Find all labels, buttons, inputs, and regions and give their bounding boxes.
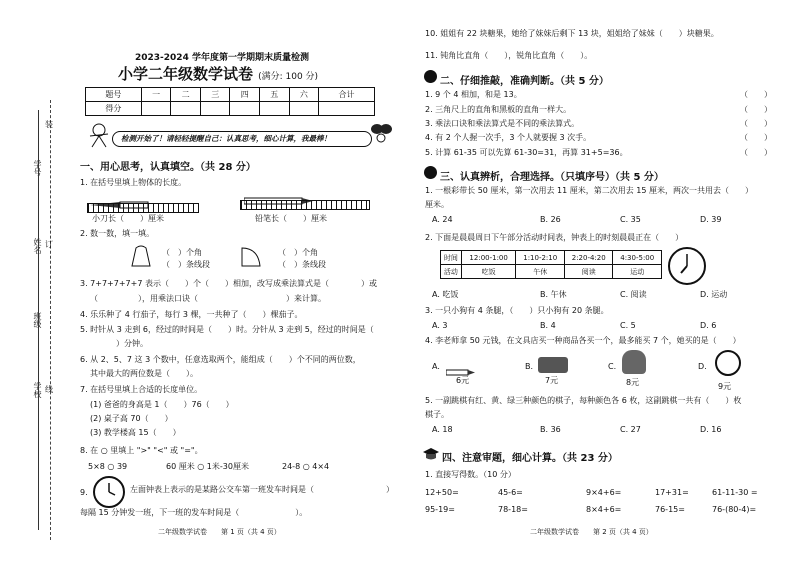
section-4-title: 四、注意审题，细心计算。（共 23 分） [442,453,618,464]
q1-3-line2: （ ），用乘法口诀（ ）来计算。 [90,294,326,303]
q3-1-opt-b[interactable]: B. 26 [540,215,561,224]
q2-b-lines: （ ）条线段 [278,260,326,269]
q3-2-opt-d[interactable]: D. 运动 [700,290,728,299]
calc-1-3[interactable]: 9×4+6= [586,488,622,497]
calc-1-2[interactable]: 45-6= [498,488,523,497]
q3-4-price-b: 7元 [545,376,559,385]
exam-subtitle: 2023-2024 学年度第一学期期末质量检测 [135,53,309,63]
q1-3-line1: 3. 7+7+7+7+7 表示（ ）个（ ）相加，改写成乘法算式是（ ）或 [80,279,377,288]
q1-2: 2. 数一数，填一填。 [80,229,155,238]
q3-4-price-d: 9元 [718,382,732,391]
schedule-cell: 12:00-1:00 [461,251,516,265]
score-table [85,87,375,116]
q1-7: 7. 在括号里填上合适的长度单位。 [80,385,203,394]
score-col: 四 [230,88,260,102]
q3-3: 3. 一只小狗有 4 条腿，（ ）只小狗有 20 条腿。 [425,306,609,315]
q3-2-opt-c[interactable]: C. 阅读 [620,290,647,299]
schedule-activity-row [441,265,662,279]
q3-5-line2: 棋子。 [425,410,449,419]
shape-fan-icon [240,244,262,268]
q1-5-line2: ）分钟。 [116,339,148,348]
score-col: 一 [141,88,171,102]
q1-5-line1: 5. 时针从 3 走到 6，经过的时间是（ ）时。分针从 3 走到 5，经过的时间是（ [80,325,374,334]
q1-1: 1. 在括号里填上物体的长度。 [80,178,187,187]
q3-5-opt-b[interactable]: B. 36 [540,425,561,434]
judge-item-5: 5. 计算 61-35 可以先算 61-30=31，再算 31+5=36。 [425,148,628,157]
q3-2: 2. 下面是晨晨周日下午部分活动时间表，钟表上的时刻晨晨正在（ ） [425,233,684,242]
q3-4-opt-c[interactable]: C. [608,362,617,371]
q3-1-opt-c[interactable]: C. 35 [620,215,641,224]
score-col: 六 [289,88,319,102]
cartoon-bow-right-icon [370,120,392,144]
q3-3-opt-c[interactable]: C. 5 [620,321,636,330]
section-2-title: 二、仔细推敲，准确判断。（共 5 分） [440,76,609,87]
ruler-pencil [240,200,370,210]
full-score: (满分: 100 分) [258,72,319,82]
shape-trapezoid-icon [128,244,154,268]
q1-10: 10. 姐姐有 22 块糖果，她给了妹妹后剩下 13 块，姐姐给了妹妹（ ）块糖果。 [425,29,719,38]
margin-seal-1: 装 [45,120,53,129]
cartoon-kid-left-icon [88,122,110,148]
calc-2-3[interactable]: 8×4+6= [586,505,622,514]
q4-1: 1. 直接写得数。（10 分） [425,470,516,479]
score-col: 题号 [86,88,142,102]
encouragement-banner [112,131,372,147]
score-cell[interactable] [260,102,290,116]
banner-text: 检测开始了！请轻轻提醒自己：认真思考，细心计算，我最棒！ [121,134,331,143]
alarm-clock-icon [715,350,741,376]
margin-seal-3: 线 [45,385,53,394]
q3-4-price-a: 6元 [456,376,470,385]
q3-3-opt-d[interactable]: D. 6 [700,321,717,330]
exam-title [118,63,318,84]
q1-9-line1: 左面钟表上表示的是某路公交车第一班发车时间是（ ） [130,485,394,494]
judge-item-1: 1. 9 个 4 相加，和是 13。 [425,90,522,99]
q3-5-opt-a[interactable]: A. 18 [432,425,453,434]
schedule-cell: 4:30-5:00 [613,251,662,265]
judge-paren-1[interactable]: （ ） [740,90,772,99]
score-table-header-row [86,88,375,102]
judge-paren-2[interactable]: （ ） [740,105,772,114]
q1-pencil-answer: 铅笔长（ ）厘米 [255,214,327,223]
section-1-title: 一、用心思考，认真填空。（共 28 分） [80,162,256,173]
schedule-header-row [441,251,662,265]
calc-1-1[interactable]: 12+50= [425,488,459,497]
q2-b-angles: （ ）个角 [278,248,318,257]
clock-q2-icon [668,247,706,285]
q1-4: 4. 乐乐种了 4 行茄子，每行 3 棵，一共种了（ ）棵茄子。 [80,310,303,319]
calc-1-4[interactable]: 17+31= [655,488,689,497]
q1-8-c: 24-8 ○ 4×4 [282,462,330,471]
pencil-item-icon [446,362,476,370]
judge-paren-3[interactable]: （ ） [740,119,772,128]
q1-7-2: (2) 桌子高 70（ ） [90,414,173,423]
q1-6-line1: 6. 从 2、5、7 这 3 个数中，任意选取两个，能组成（ ）个不同的两位数， [80,355,361,364]
score-col: 五 [260,88,290,102]
q3-4-opt-b[interactable]: B. [525,362,534,371]
clock-q9-icon [93,476,125,508]
binding-line [50,100,51,540]
page-2-footer: 二年级数学试卷 第 2 页（共 4 页） [530,528,653,536]
q3-4-opt-d[interactable]: D. [698,362,707,371]
knife-icon [90,194,150,202]
score-cell[interactable] [289,102,319,116]
score-col: 合计 [319,88,375,102]
q3-4-price-c: 8元 [626,378,640,387]
schedule-cell: 午休 [516,265,565,279]
q3-4-opt-a[interactable]: A. [432,362,440,371]
q1-8-b: 60 厘米 ○ 1米-30厘米 [166,462,249,471]
q1-knife-answer: 小刀长（ ）厘米 [92,214,164,223]
section-2-icon [424,70,437,83]
schedule-cell: 运动 [613,265,662,279]
q1-6-line2: 其中最大的两位数是（ ）。 [90,369,198,378]
schoolbag-icon [622,350,646,374]
q1-9-number: 9. [80,488,88,497]
score-cell[interactable] [200,102,230,116]
calc-2-1[interactable]: 95-19= [425,505,455,514]
schedule-cell: 2:20-4:20 [564,251,613,265]
score-cell[interactable] [230,102,260,116]
q1-8: 8. 在 ○ 里填上 ">" "<" 或 "="。 [80,446,203,455]
judge-paren-5[interactable]: （ ） [740,148,772,157]
q3-3-opt-a[interactable]: A. 3 [432,321,448,330]
q1-11: 11. 钝角比直角（ ），锐角比直角（ ）。 [425,51,593,60]
score-col: 三 [200,88,230,102]
schedule-cell: 活动 [441,265,462,279]
margin-school-label: 学校 [33,382,42,398]
q3-5-opt-c[interactable]: C. 27 [620,425,641,434]
judge-item-4: 4. 有 2 个人握一次手，3 个人就要握 3 次手。 [425,133,592,142]
schedule-cell: 吃饭 [461,265,516,279]
q1-7-3: (3) 教学楼高 15（ ） [90,428,181,437]
q3-5-line1: 5. 一副跳棋有红、黄、绿三种颜色的棋子，每种颜色各 6 枚，这副跳棋一共有（ ）枚 [425,396,742,405]
q3-2-opt-a[interactable]: A. 吃饭 [432,290,459,299]
score-col: 二 [171,88,201,102]
calc-1-5[interactable]: 61-11-30 = [712,488,758,497]
q3-1-line2: 厘米。 [425,200,449,209]
schedule-cell: 时间 [441,251,462,265]
margin-name-label: 姓名 [33,238,42,254]
q3-1-line1: 1. 一根彩带长 50 厘米，第一次用去 11 厘米，第二次用去 15 厘米，两次一共用去（ ） [425,186,753,195]
calc-2-2[interactable]: 78-18= [498,505,528,514]
section-3-icon [424,166,437,179]
q3-5-opt-d[interactable]: D. 16 [700,425,722,434]
margin-id-label: 学号 [33,160,42,176]
schedule-cell: 阅读 [564,265,613,279]
calc-2-4[interactable]: 76-15= [655,505,685,514]
exam-title-text: 小学二年级数学试卷 [118,65,254,83]
score-cell[interactable] [141,102,171,116]
margin-write-line[interactable] [38,110,39,530]
q1-7-1: (1) 爸爸的身高是 1（ ）76（ ） [90,400,234,409]
q2-a-lines: （ ）条线段 [162,260,210,269]
page-1-footer: 二年级数学试卷 第 1 页（共 4 页） [158,528,281,536]
judge-item-3: 3. 乘法口诀和乘法算式是不同的乘法算式。 [425,119,580,128]
score-row-label: 得分 [86,102,142,116]
margin-seal-2: 订 [45,240,53,249]
judge-item-2: 2. 三角尺上的直角和黑板的直角一样大。 [425,105,572,114]
section-3-title: 三、认真辨析，合理选择。（只填序号）（共 5 分） [440,172,664,183]
q3-1-opt-d[interactable]: D. 39 [700,215,722,224]
schedule-table [440,250,662,279]
q3-1-opt-a[interactable]: A. 24 [432,215,453,224]
margin-class-label: 班级 [33,312,42,328]
score-cell[interactable] [171,102,201,116]
calc-2-5[interactable]: 76-(80-4)= [712,505,757,514]
q3-2-opt-b[interactable]: B. 午休 [540,290,567,299]
q3-4: 4. 李老师拿 50 元钱，在文具店买一种商品各买一个，最多能买 7 个，她买的是（ ） [425,336,741,345]
schedule-cell: 1:10-2:10 [516,251,565,265]
q3-3-opt-b[interactable]: B. 4 [540,321,556,330]
q2-a-angles: （ ）个角 [162,248,202,257]
score-cell[interactable] [319,102,375,116]
ruler-knife [87,203,199,213]
pencil-icon [244,190,314,198]
graduation-cap-icon [422,446,440,460]
judge-paren-4[interactable]: （ ） [740,133,772,142]
score-table-score-row [86,102,375,116]
q1-9-line2: 每隔 15 分钟发一班，下一班的发车时间是（ ）。 [80,508,308,517]
q1-8-a: 5×8 ○ 39 [88,462,128,471]
pencil-case-icon [538,357,568,373]
